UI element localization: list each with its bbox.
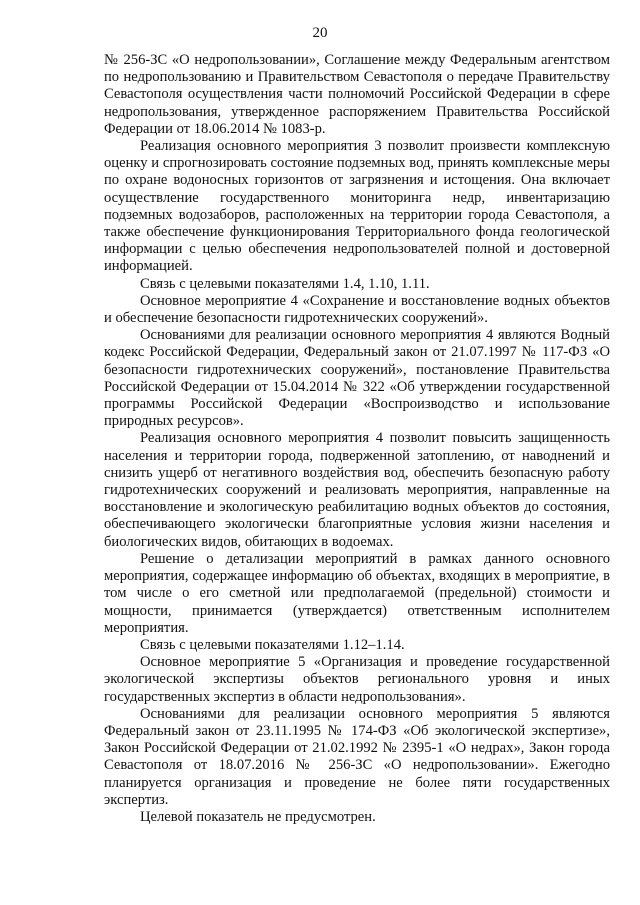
paragraph: Целевой показатель не предусмотрен. [140, 808, 376, 825]
document-body [104, 52, 610, 826]
paragraph: Связь с целевыми показателями 1.4, 1.10, 1.11. [140, 275, 430, 292]
paragraph: Реализация основного мероприятия 4 позволит повысить защищенность населения и территории города, подверженной затоплению, от наводнений и снизить ущерб от негативного воздействия вод, обеспечить безопасную работу гидротехнических сооружений и реализовать мероприятия, направленные на восстановление и экологическую реабилитацию водных объектов до состояния, обеспечивающего экологически благоприятные условия жизни населения и биологических видов, обитающих в водоемах. [104, 430, 610, 550]
paragraph: Реализация основного мероприятия 3 позволит произвести комплексную оценку и спрогнозировать состояние подземных вод, принять комплексные меры по охране водоносных горизонтов от загрязнения и истощения. Она включает осуществление государственного мониторинга недр, инвентаризацию подземных водозаборов, расположенных на территории города Севастополя, а также обеспечение функционирования Территориального фонда геологической информации с целью обеспечения недропользователей полной и достоверной информацией. [104, 138, 610, 275]
paragraph: Основное мероприятие 4 «Сохранение и восстановление водных объектов и обеспечение безопасности гидротехнических сооружений». [104, 292, 610, 327]
paragraph: Решение о детализации мероприятий в рамках данного основного мероприятия, содержащее информацию об объектах, входящих в мероприятие, в том числе о его сметной или предполагаемой (предельной) стоимости и мощности, принимается (утверждается) ответственным исполнителем мероприятия. [104, 550, 610, 636]
paragraph: № 256-ЗС «О недропользовании», Соглашение между Федеральным агентством по недропользованию и Правительством Севастополя о передаче Правительству Севастополя осуществления части полномочий Российской Федерации в сфере недропользования, утвержденное распоряжением Правительства Российской Федерации от 18.06.2014 № 1083-р. [104, 52, 610, 137]
paragraph: Основаниями для реализации основного мероприятия 5 являются Федеральный закон от 23.11.1995 № 174-ФЗ «Об экологической экспертизе», Закон Российской Федерации от 21.02.1992 № 2395-1 «О недрах», Закон города Севастополя от 18.07.2016 № 256-ЗС «О недропользовании». Ежегодно планируется организация и проведение не более пяти государственных экспертиз. [104, 705, 610, 808]
paragraph: Основное мероприятие 5 «Организация и проведение государственной экологической экспертизы объектов регионального уровня и иных государственных экспертиз в области недропользования». [104, 654, 610, 705]
paragraph: Связь с целевыми показателями 1.12–1.14. [140, 636, 405, 653]
page-number: 20 [312, 25, 328, 41]
paragraph: Основаниями для реализации основного мероприятия 4 являются Водный кодекс Российской Федерации, Федеральный закон от 21.07.1997 № 117-ФЗ «О безопасности гидротехнических сооружений», постановление Правительства Российской Федерации от 15.04.2014 № 322 «Об утверждении государственной программы Российской Федерации «Воспроизводство и использование природных ресурсов». [104, 327, 610, 430]
